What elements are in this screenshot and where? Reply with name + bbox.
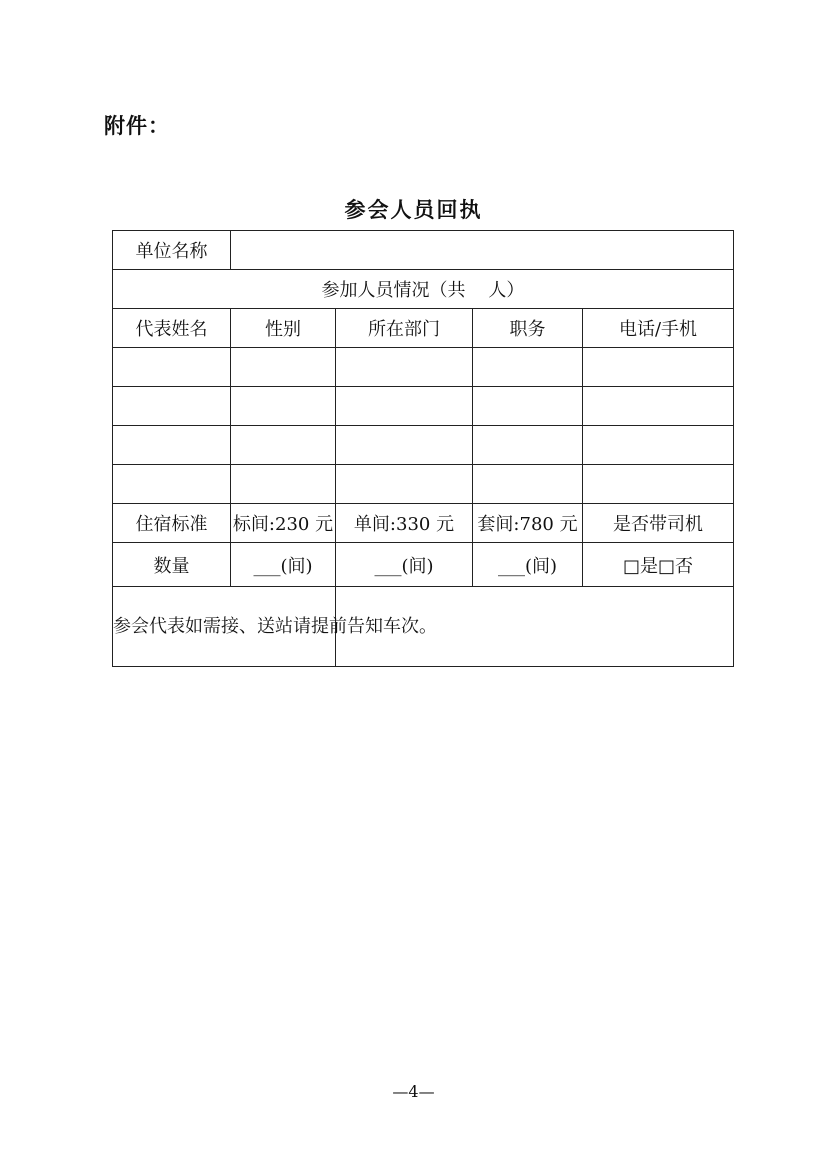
table-row bbox=[113, 465, 734, 504]
department-cell[interactable] bbox=[336, 348, 473, 387]
single-room-price: 单间:330 元 bbox=[336, 504, 473, 543]
gender-cell[interactable] bbox=[231, 387, 336, 426]
gender-cell[interactable] bbox=[231, 426, 336, 465]
table-row bbox=[113, 426, 734, 465]
standard-room-quantity[interactable]: ___(间) bbox=[231, 543, 336, 587]
quantity-row bbox=[113, 543, 734, 587]
column-header: 代表姓名 bbox=[113, 309, 231, 348]
single-room-quantity[interactable]: ___(间) bbox=[336, 543, 473, 587]
lodging-row bbox=[113, 504, 734, 543]
driver-choice[interactable]: □是□否 bbox=[583, 543, 734, 587]
column-header: 性别 bbox=[231, 309, 336, 348]
department-cell[interactable] bbox=[336, 426, 473, 465]
name-cell[interactable] bbox=[113, 348, 231, 387]
pickup-note: 参会代表如需接、送站请提前告知车次。 bbox=[113, 587, 336, 667]
department-cell[interactable] bbox=[336, 387, 473, 426]
gender-cell[interactable] bbox=[231, 348, 336, 387]
column-header: 所在部门 bbox=[336, 309, 473, 348]
name-cell[interactable] bbox=[113, 426, 231, 465]
participants-heading-row bbox=[113, 270, 734, 309]
department-cell[interactable] bbox=[336, 465, 473, 504]
phone-cell[interactable] bbox=[583, 348, 734, 387]
table-row bbox=[113, 348, 734, 387]
table-row bbox=[113, 387, 734, 426]
gender-cell[interactable] bbox=[231, 465, 336, 504]
phone-cell[interactable] bbox=[583, 426, 734, 465]
name-cell[interactable] bbox=[113, 465, 231, 504]
receipt-form-table bbox=[112, 230, 734, 667]
suite-price: 套间:780 元 bbox=[473, 504, 583, 543]
quantity-label: 数量 bbox=[113, 543, 231, 587]
unit-name-field[interactable] bbox=[231, 231, 734, 270]
lodging-label: 住宿标准 bbox=[113, 504, 231, 543]
page-number: —4— bbox=[392, 1082, 435, 1101]
participants-heading bbox=[113, 270, 734, 309]
attachment-label: 附件： bbox=[104, 114, 170, 138]
name-cell[interactable] bbox=[113, 387, 231, 426]
standard-room-price: 标间:230 元 bbox=[231, 504, 336, 543]
participants-heading-text: 参加人员情况（共 人） bbox=[321, 280, 525, 301]
suite-quantity[interactable]: ___(间) bbox=[473, 543, 583, 587]
column-header: 职务 bbox=[473, 309, 583, 348]
phone-cell[interactable] bbox=[583, 387, 734, 426]
unit-name-label: 单位名称 bbox=[113, 231, 231, 270]
phone-cell[interactable] bbox=[583, 465, 734, 504]
position-cell[interactable] bbox=[473, 348, 583, 387]
column-header: 电话/手机 bbox=[583, 309, 734, 348]
table-header-row bbox=[113, 309, 734, 348]
position-cell[interactable] bbox=[473, 387, 583, 426]
position-cell[interactable] bbox=[473, 426, 583, 465]
pickup-row bbox=[113, 587, 734, 667]
form-title: 参会人员回执 bbox=[344, 198, 483, 222]
position-cell[interactable] bbox=[473, 465, 583, 504]
driver-question: 是否带司机 bbox=[583, 504, 734, 543]
unit-row bbox=[113, 231, 734, 270]
